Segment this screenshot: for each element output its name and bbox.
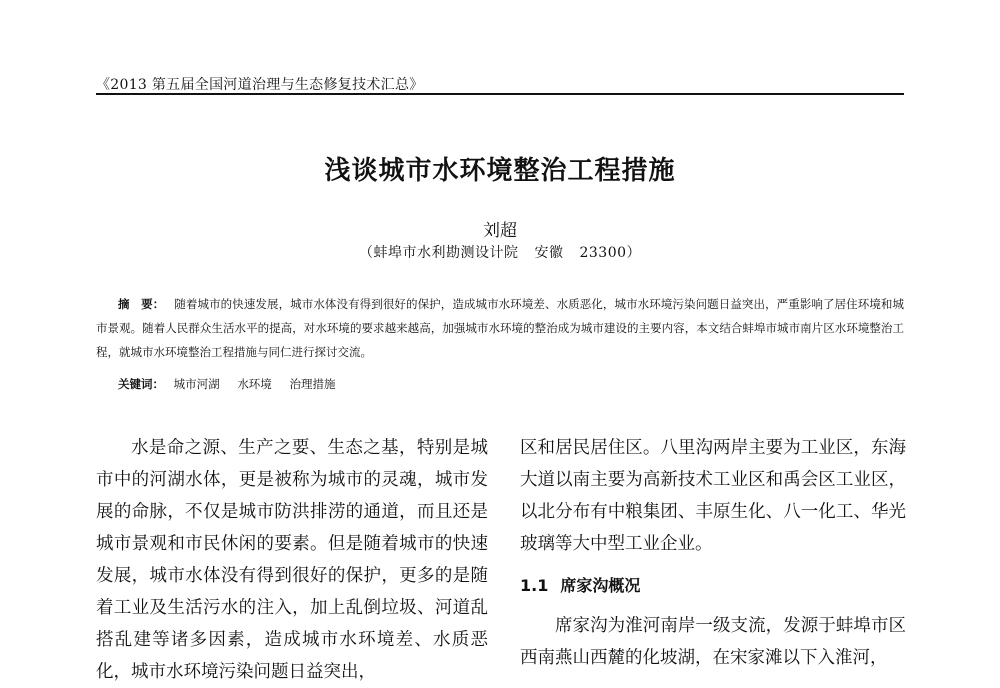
body-paragraph: 席家沟为淮河南岸一级支流，发源于蚌埠市区西南燕山西麓的化坡湖，在宋家滩以下入淮河， bbox=[520, 616, 906, 668]
body-paragraph: 区和居民居住区。八里沟两岸主要为工业区，东海大道以南主要为高新技术工业区和禹会区工业区，以北分布有中粮集团、丰原生化、八一化工、华光玻璃等大中型工业企业。 bbox=[520, 438, 906, 554]
author-name: 刘超 bbox=[483, 221, 517, 241]
abstract-label: 摘 要： bbox=[118, 297, 165, 311]
section-number: 1.1 bbox=[520, 576, 549, 595]
running-header: 《2013 第五届全国河道治理与生态修复技术汇总》 bbox=[96, 77, 424, 93]
keywords-label: 关键词： bbox=[118, 377, 164, 391]
keyword-item: 水环境 bbox=[237, 377, 272, 391]
body-paragraph: 水是命之源、生产之要、生态之基，特别是城市中的河湖水体，更是被称为城市的灵魂，城市发展的命脉，不仅是城市防洪排涝的通道，而且还是城市景观和市民休闲的要素。但是随着城市的快速发展，城市水体没有得到很好的保护，更多的是随着工业及生活污水的注入，加上乱倒垃圾、河道乱搭乱建等诸多因素，造成城市水环境差、水质恶化，城市水环境污染问题日益突出， bbox=[96, 438, 488, 682]
affiliation-postcode: 23300） bbox=[579, 245, 642, 261]
affiliation-province: 安徽 bbox=[534, 245, 564, 261]
abstract-text: 随着城市的快速发展，城市水体没有得到很好的保护，造成城市水环境差、水质恶化，城市水环境污染问题日益突出，严重影响了居住环境和城市景观。随着人民群众生活水平的提高，对水环境的要求越来越高，加强城市水环境的整治成为城市建设的主要内容，本文结合蚌埠市城市南片区水环境整治工程，就城市水环境整治工程措施与同仁进行探讨交流。 bbox=[96, 297, 905, 359]
affiliation-org: （蚌埠市水利勘测设计院 bbox=[358, 245, 519, 261]
abstract bbox=[96, 292, 904, 364]
keyword-item: 治理措施 bbox=[289, 377, 336, 391]
body-column-right bbox=[520, 432, 906, 674]
affiliation bbox=[0, 242, 1000, 262]
section-title: 席家沟概况 bbox=[560, 576, 641, 595]
header-rule bbox=[96, 93, 904, 95]
body-column-left bbox=[96, 432, 488, 688]
paper-title: 浅谈城市水环境整治工程措施 bbox=[324, 156, 676, 186]
section-heading bbox=[520, 574, 906, 598]
keyword-item: 城市河湖 bbox=[173, 377, 220, 391]
keywords bbox=[96, 372, 904, 396]
